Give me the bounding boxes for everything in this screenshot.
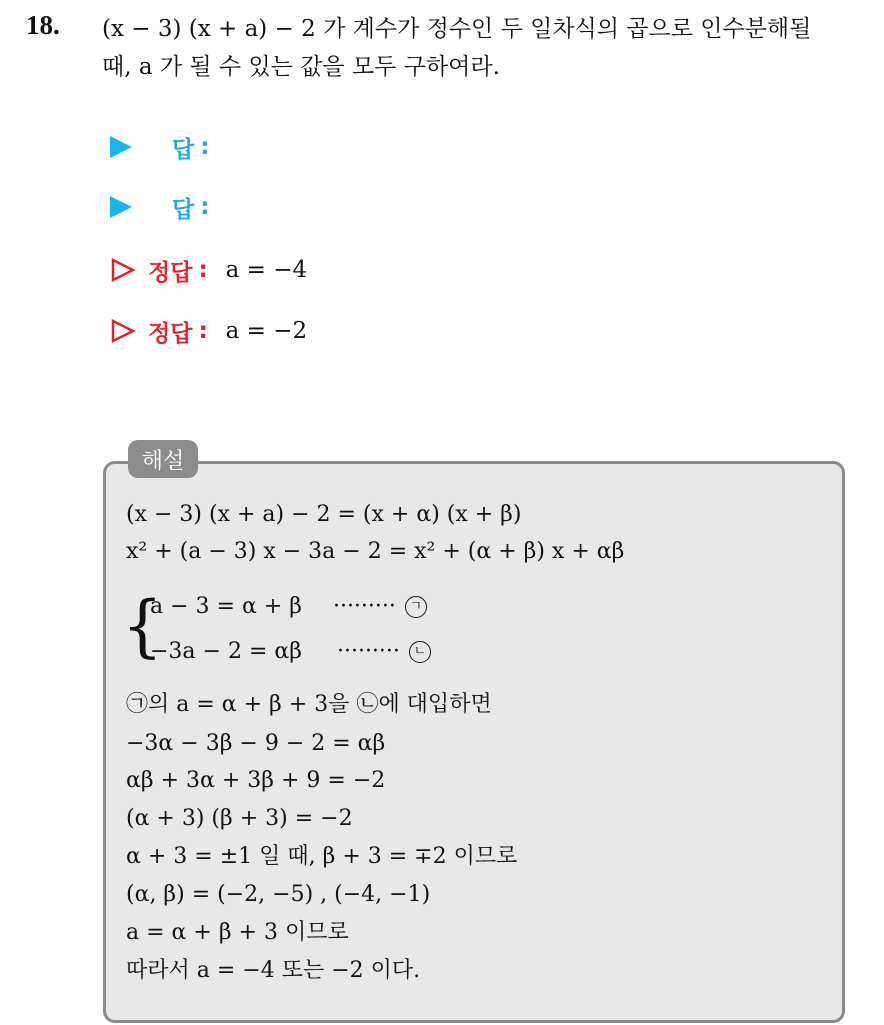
system-brace: { [122, 588, 163, 666]
outline-triangle-icon [110, 318, 136, 344]
solution-line-2: x² + (a − 3) x − 3a − 2 = x² + (α + β) x + αβ [126, 539, 625, 564]
solution-line-6: (α + 3) (β + 3) = −2 [126, 806, 353, 831]
solution-line-3: ㉠의 a = α + β + 3을 ㉡에 대입하면 [126, 692, 492, 717]
answer-row-1 [110, 130, 209, 164]
question-text-line-2: 때, a 가 될 수 있는 값을 모두 구하여라. [102, 54, 500, 80]
correct-answer-value: a = −2 [225, 318, 308, 344]
solution-line-10: 따라서 a = −4 또는 −2 이다. [126, 958, 421, 983]
answer-row-2 [110, 190, 209, 224]
correct-answer-colon: : [198, 257, 208, 283]
question-number: 18. [26, 10, 60, 40]
system-dots: ········· [332, 594, 396, 619]
circled-marker: ㄴ [409, 641, 431, 663]
solution-line-7: α + 3 = ±1 일 때, β + 3 = ∓2 이므로 [126, 844, 518, 869]
solution-line-8: (α, β) = (−2, −5) , (−4, −1) [126, 882, 431, 907]
solution-line-9: a = α + β + 3 이므로 [126, 920, 349, 945]
outline-triangle-icon [110, 257, 136, 283]
answer-label: 답 [172, 136, 195, 163]
correct-answer-row-1 [110, 253, 307, 287]
correct-answer-row-2 [110, 314, 307, 348]
correct-answer-colon: : [198, 318, 208, 344]
solution-line-4: −3α − 3β − 9 − 2 = αβ [126, 731, 386, 756]
solution-line-1: (x − 3) (x + a) − 2 = (x + α) (x + β) [126, 502, 522, 527]
correct-answer-label: 정답 [148, 259, 193, 286]
correct-answer-value: a = −4 [225, 257, 308, 283]
answer-colon: : [200, 134, 210, 160]
solution-tag: 해설 [128, 440, 198, 478]
system-equation-2 [150, 639, 431, 664]
play-triangle-icon [110, 196, 132, 218]
answer-colon: : [200, 194, 210, 220]
system-equation-text: a − 3 = α + β [150, 594, 302, 619]
system-equation-text: −3a − 2 = αβ [150, 639, 302, 664]
solution-line-5: αβ + 3α + 3β + 9 = −2 [126, 768, 386, 793]
circled-marker: ㄱ [405, 596, 427, 618]
answer-label: 답 [172, 196, 195, 223]
system-dots: ········· [336, 639, 400, 664]
question-text-line-1: (x − 3) (x + a) − 2 가 계수가 정수인 두 일차식의 곱으로 인수분해될 [102, 16, 812, 42]
system-equation-1 [150, 594, 427, 619]
play-triangle-icon [110, 136, 132, 158]
correct-answer-label: 정답 [148, 320, 193, 347]
